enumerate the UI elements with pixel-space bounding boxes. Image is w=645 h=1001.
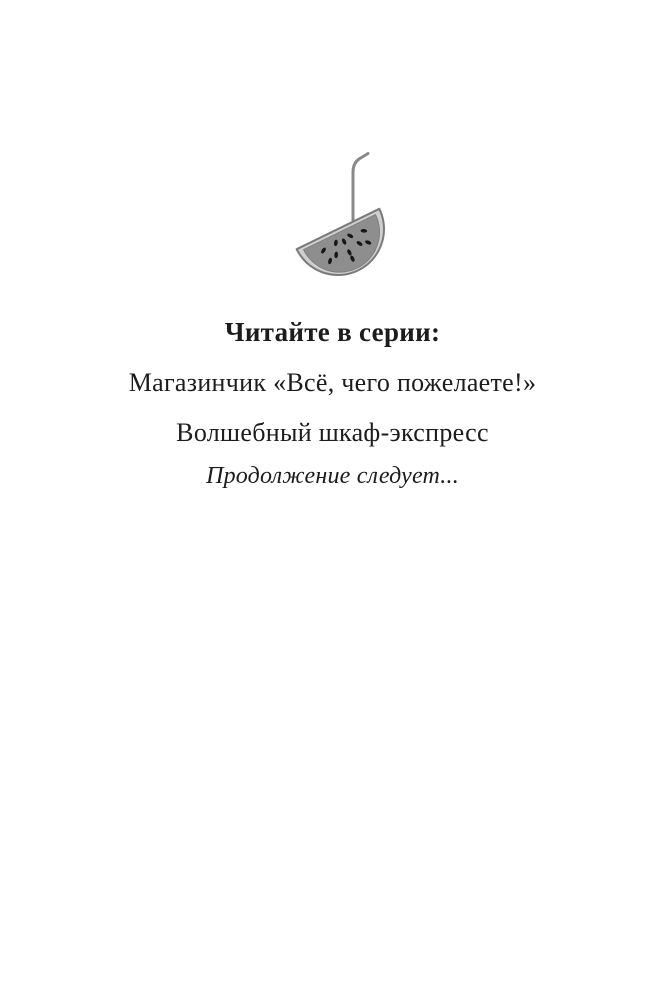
book-page xyxy=(10,0,645,1001)
series-title-1: Магазинчик «Всё, чего пожелаете!» xyxy=(128,368,537,397)
series-heading: Читайте в серии: xyxy=(224,317,441,347)
series-title-2: Волшебный шкаф-экспресс xyxy=(176,418,489,447)
watermelon-slice xyxy=(297,209,400,290)
to-be-continued-note: Продолжение следует... xyxy=(206,463,459,489)
watermelon-straw-illustration xyxy=(260,145,420,290)
